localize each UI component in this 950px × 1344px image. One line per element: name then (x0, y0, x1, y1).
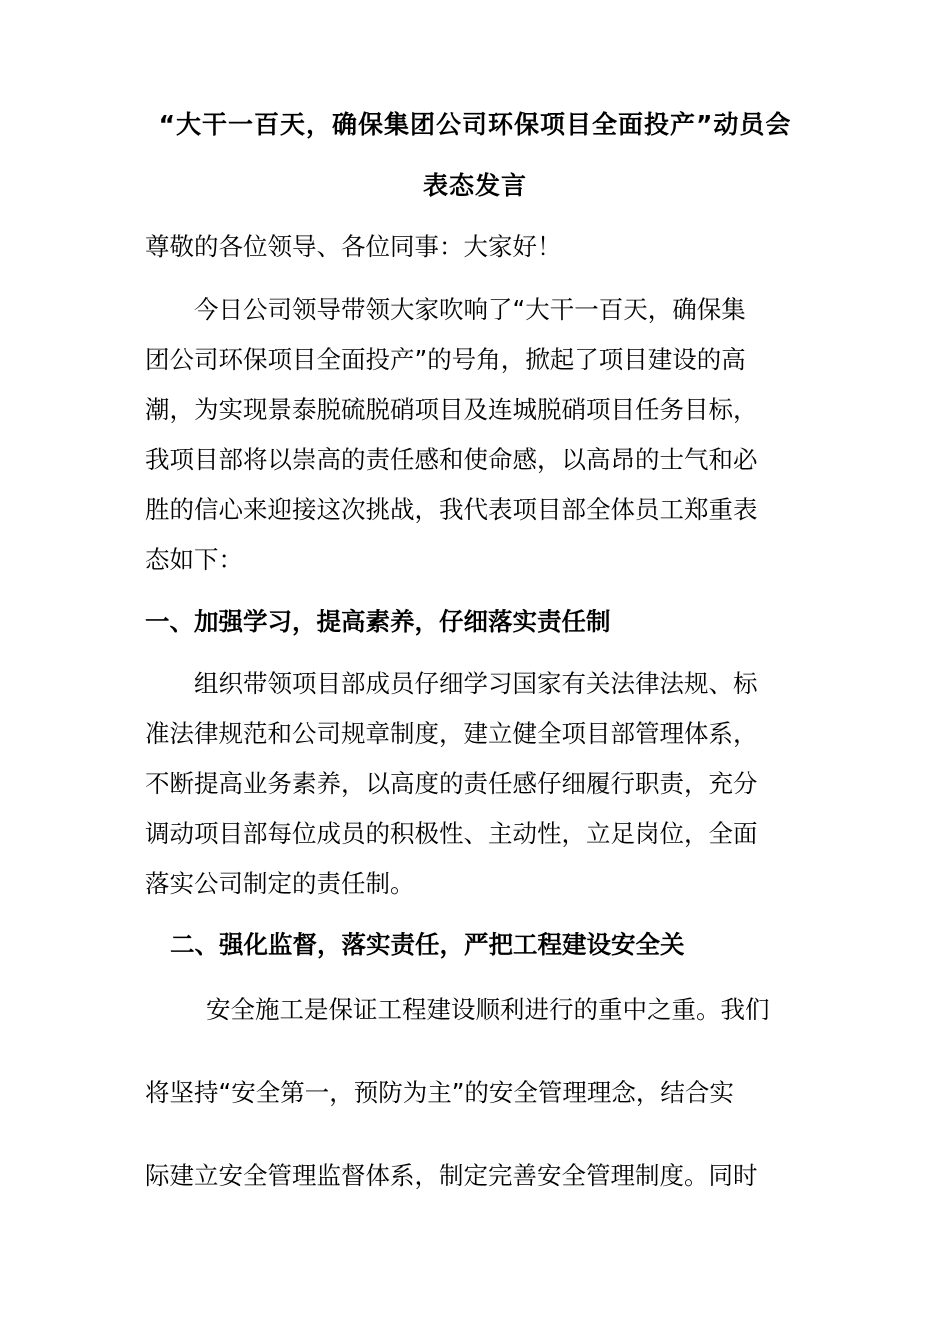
section-heading-2: 二、强化监督，落实责任，严把工程建设安全关 (170, 930, 685, 959)
paragraph-3-line-1: 安全施工是保证工程建设顺利进行的重中之重。我们 (206, 995, 770, 1024)
document-title-line-1: “大干一百天，确保集团公司环保项目全面投产”动员会 (158, 110, 792, 139)
paragraph-2-line-2: 准法律规范和公司规章制度，建立健全项目部管理体系， (145, 719, 758, 748)
paragraph-1-line-2: 团公司环保项目全面投产”的号角，掀起了项目建设的高 (145, 345, 746, 374)
paragraph-1-line-1: 今日公司领导带领大家吹响了“大干一百天，确保集 (194, 295, 746, 324)
salutation: 尊敬的各位领导、各位同事：大家好！ (145, 232, 562, 261)
paragraph-2-line-4: 调动项目部每位成员的积极性、主动性，立足岗位，全面 (145, 819, 758, 848)
paragraph-2-line-5: 落实公司制定的责任制。 (145, 869, 415, 898)
section-heading-1: 一、加强学习，提高素养，仔细落实责任制 (145, 607, 611, 636)
paragraph-1-line-4: 我项目部将以崇高的责任感和使命感，以高昂的士气和必 (145, 445, 758, 474)
paragraph-2-line-1: 组织带领项目部成员仔细学习国家有关法律法规、标 (194, 669, 758, 698)
paragraph-3-line-2: 将坚持“安全第一，预防为主”的安全管理理念，结合实 (145, 1078, 734, 1107)
paragraph-1-line-3: 潮，为实现景泰脱硫脱硝项目及连城脱硝项目任务目标， (145, 395, 758, 424)
paragraph-1-line-6: 态如下： (145, 545, 243, 574)
document-title-line-2: 表态发言 (422, 171, 527, 200)
paragraph-2-line-3: 不断提高业务素养，以高度的责任感仔细履行职责，充分 (145, 769, 758, 798)
paragraph-1-line-5: 胜的信心来迎接这次挑战，我代表项目部全体员工郑重表 (145, 495, 758, 524)
paragraph-3-line-3: 际建立安全管理监督体系，制定完善安全管理制度。同时 (145, 1161, 758, 1190)
